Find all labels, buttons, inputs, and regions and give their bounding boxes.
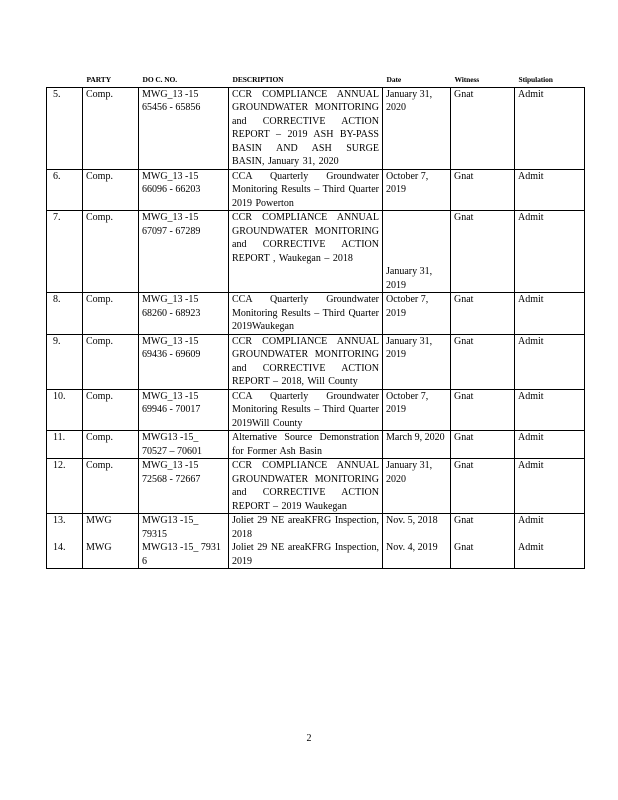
- row-number: 12.: [47, 459, 83, 514]
- table-row: [47, 389, 585, 431]
- row-number: 6.: [47, 169, 83, 211]
- party-cell: Comp.: [83, 293, 139, 335]
- witness-cell: Gnat: [451, 211, 515, 293]
- header-no: [47, 73, 83, 87]
- date-cell: January 31, 2019: [383, 334, 451, 389]
- stipulation-cell: Admit: [515, 541, 585, 569]
- doc-no-cell: MWG_13 -15 66096 - 66203: [139, 169, 229, 211]
- party-cell: Comp.: [83, 211, 139, 293]
- description-cell: Joliet 29 NE areaKFRG Inspection, 2018: [229, 514, 383, 542]
- doc-no-cell: MWG_13 -15 65456 - 65856: [139, 87, 229, 169]
- party-cell: Comp.: [83, 431, 139, 459]
- doc-no-cell: MWG13 -15_ 70527 – 70601: [139, 431, 229, 459]
- witness-cell: Gnat: [451, 541, 515, 569]
- party-cell: Comp.: [83, 169, 139, 211]
- row-number: 11.: [47, 431, 83, 459]
- doc-no-cell: MWG_13 -15 67097 - 67289: [139, 211, 229, 293]
- stipulation-cell: Admit: [515, 431, 585, 459]
- party-cell: Comp.: [83, 334, 139, 389]
- stipulation-cell: Admit: [515, 334, 585, 389]
- date-cell: October 7, 2019: [383, 293, 451, 335]
- table-row: [47, 514, 585, 542]
- doc-no-cell: MWG_13 -15 72568 - 72667: [139, 459, 229, 514]
- witness-cell: Gnat: [451, 334, 515, 389]
- doc-no-cell: MWG_13 -15 69436 - 69609: [139, 334, 229, 389]
- witness-cell: Gnat: [451, 87, 515, 169]
- witness-cell: Gnat: [451, 389, 515, 431]
- party-cell: Comp.: [83, 87, 139, 169]
- table-row: [47, 87, 585, 169]
- witness-cell: Gnat: [451, 431, 515, 459]
- page-number: 2: [306, 733, 312, 744]
- date-cell: January 31, 2020: [383, 87, 451, 169]
- date-cell: January 31, 2020: [383, 459, 451, 514]
- stipulation-cell: Admit: [515, 293, 585, 335]
- date-cell: Nov. 4, 2019: [383, 541, 451, 569]
- header-description: DESCRIPTION: [229, 73, 383, 87]
- description-cell: CCA Quarterly Groundwater Monitoring Results – Third Quarter 2019 Powerton: [229, 169, 383, 211]
- date-cell: Nov. 5, 2018: [383, 514, 451, 542]
- description-cell: CCR COMPLIANCE ANNUAL GROUNDWATER MONITORING and CORRECTIVE ACTION REPORT – 2018, Will County: [229, 334, 383, 389]
- row-number: 8.: [47, 293, 83, 335]
- party-cell: Comp.: [83, 389, 139, 431]
- row-number: 13.: [47, 514, 83, 542]
- description-cell: CCR COMPLIANCE ANNUAL GROUNDWATER MONITORING and CORRECTIVE ACTION REPORT – 2019 Waukegan: [229, 459, 383, 514]
- description-cell: Joliet 29 NE areaKFRG Inspection, 2019: [229, 541, 383, 569]
- table-row: [47, 211, 585, 293]
- party-cell: MWG: [83, 541, 139, 569]
- doc-no-cell: MWG13 -15_ 79315: [139, 514, 229, 542]
- table-row: [47, 169, 585, 211]
- party-cell: Comp.: [83, 459, 139, 514]
- row-number: 10.: [47, 389, 83, 431]
- row-number: 7.: [47, 211, 83, 293]
- description-cell: CCR COMPLIANCE ANNUAL GROUNDWATER MONITORING and CORRECTIVE ACTION REPORT , Waukegan – 2018: [229, 211, 383, 293]
- witness-cell: Gnat: [451, 459, 515, 514]
- witness-cell: Gnat: [451, 293, 515, 335]
- stipulation-cell: Admit: [515, 459, 585, 514]
- date-cell: March 9, 2020: [383, 431, 451, 459]
- date-cell: October 7, 2019: [383, 389, 451, 431]
- table-row: [47, 541, 585, 569]
- table-row: [47, 334, 585, 389]
- row-number: 14.: [47, 541, 83, 569]
- doc-no-cell: MWG13 -15_ 7931 6: [139, 541, 229, 569]
- doc-no-cell: MWG_13 -15 68260 - 68923: [139, 293, 229, 335]
- description-cell: Alternative Source Demonstration for Former Ash Basin: [229, 431, 383, 459]
- row-number: 5.: [47, 87, 83, 169]
- stipulation-cell: Admit: [515, 211, 585, 293]
- stipulation-cell: Admit: [515, 514, 585, 542]
- doc-no-cell: MWG_13 -15 69946 - 70017: [139, 389, 229, 431]
- table-row: [47, 459, 585, 514]
- header-row: [47, 73, 585, 87]
- table-row: [47, 293, 585, 335]
- stipulation-cell: Admit: [515, 169, 585, 211]
- header-doc-no: DO C. NO.: [139, 73, 229, 87]
- table-body: [47, 87, 585, 569]
- header-party: PARTY: [83, 73, 139, 87]
- header-witness: Witness: [451, 73, 515, 87]
- header-stipulation: Stipulation: [515, 73, 585, 87]
- description-cell: CCR COMPLIANCE ANNUAL GROUNDWATER MONITORING and CORRECTIVE ACTION REPORT – 2019 ASH BY-PASS BASIN AND ASH SURGE BASIN, January 31, 2020: [229, 87, 383, 169]
- witness-cell: Gnat: [451, 169, 515, 211]
- date-cell: January 31, 2019: [383, 211, 451, 293]
- stipulation-cell: Admit: [515, 389, 585, 431]
- party-cell: MWG: [83, 514, 139, 542]
- row-number: 9.: [47, 334, 83, 389]
- description-cell: CCA Quarterly Groundwater Monitoring Results – Third Quarter 2019Will County: [229, 389, 383, 431]
- header-date: Date: [383, 73, 451, 87]
- witness-cell: Gnat: [451, 514, 515, 542]
- stipulation-cell: Admit: [515, 87, 585, 169]
- table-row: [47, 431, 585, 459]
- date-cell: October 7, 2019: [383, 169, 451, 211]
- exhibit-table: [46, 73, 585, 569]
- description-cell: CCA Quarterly Groundwater Monitoring Results – Third Quarter 2019Waukegan: [229, 293, 383, 335]
